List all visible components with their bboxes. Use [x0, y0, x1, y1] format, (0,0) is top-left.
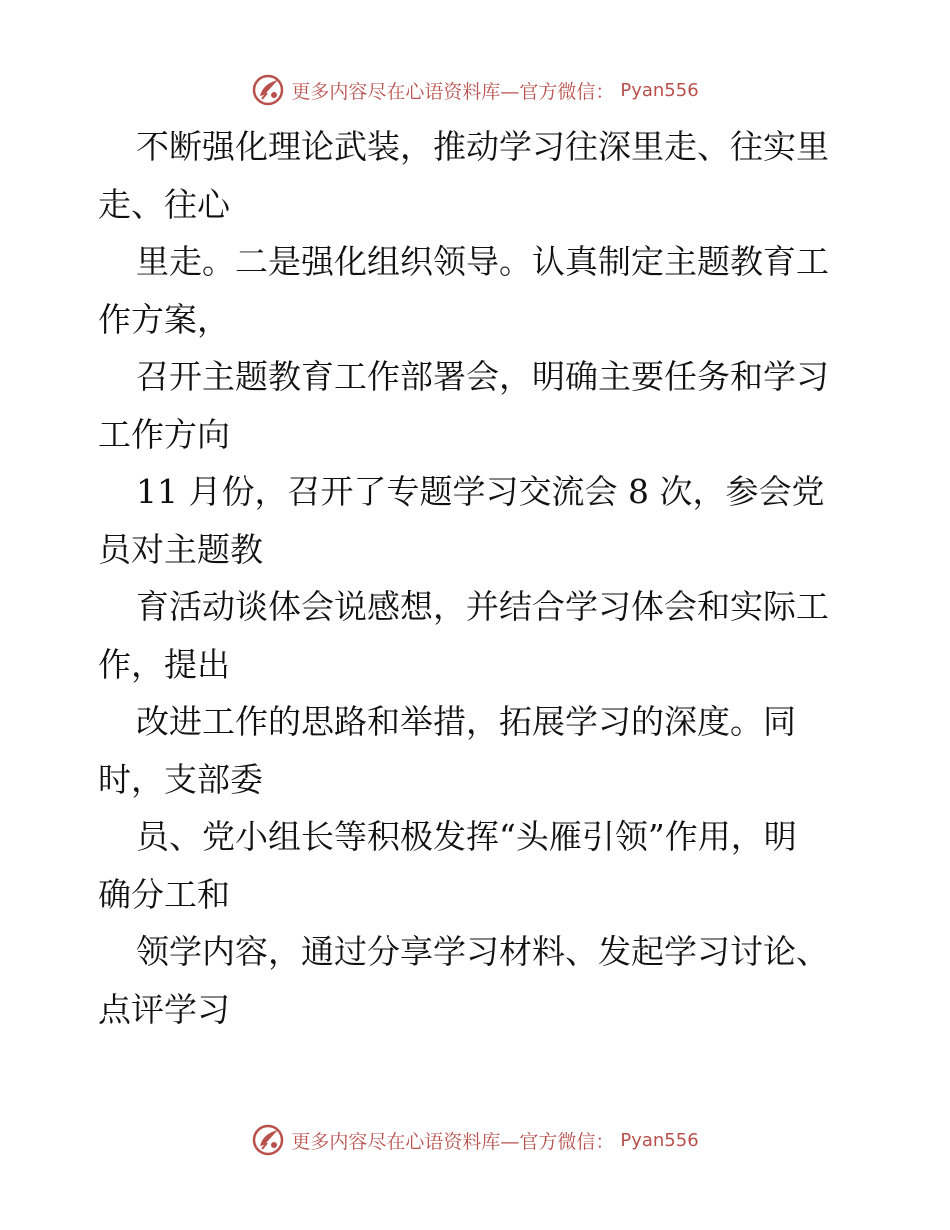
text-line: 不断强化理论武装，推动学习往深里走、往实里 [136, 127, 829, 166]
text-line: 召开主题教育工作部署会，明确主要任务和学习 [136, 357, 829, 396]
brand-logo-icon [251, 73, 285, 107]
text-line: 员对主题教 [98, 529, 263, 569]
header-wechat-id: Pyan556 [620, 79, 699, 101]
text-line: 11 月份，召开了专题学习交流会 8 次，参会党 [136, 472, 825, 511]
text-line: 时，支部委 [98, 759, 263, 799]
text-line: 里走。二是强化组织领导。认真制定主题教育工 [136, 242, 829, 281]
header-banner-text: 更多内容尽在心语资料库—官方微信： [291, 80, 615, 103]
footer-watermark-banner [0, 1120, 950, 1160]
text-line: 改进工作的思路和举措，拓展学习的深度。同 [136, 702, 796, 741]
text-line: 员、党小组长等积极发挥“头雁引领”作用，明 [136, 817, 797, 856]
text-line: 作，提出 [98, 644, 230, 684]
brand-logo-icon [251, 1123, 285, 1157]
text-line: 育活动谈体会说感想，并结合学习体会和实际工 [136, 587, 829, 626]
footer-banner-text: 更多内容尽在心语资料库—官方微信： [291, 1130, 615, 1153]
text-line: 工作方向 [98, 414, 230, 454]
body-paragraph [98, 118, 858, 1038]
text-line: 点评学习 [98, 989, 230, 1029]
footer-wechat-id: Pyan556 [620, 1129, 699, 1151]
text-line: 确分工和 [98, 874, 230, 914]
header-watermark-banner [0, 70, 950, 110]
text-line: 领学内容，通过分享学习材料、发起学习讨论、 [136, 932, 829, 971]
text-line: 作方案， [98, 299, 230, 339]
text-line: 走、往心 [98, 184, 230, 224]
